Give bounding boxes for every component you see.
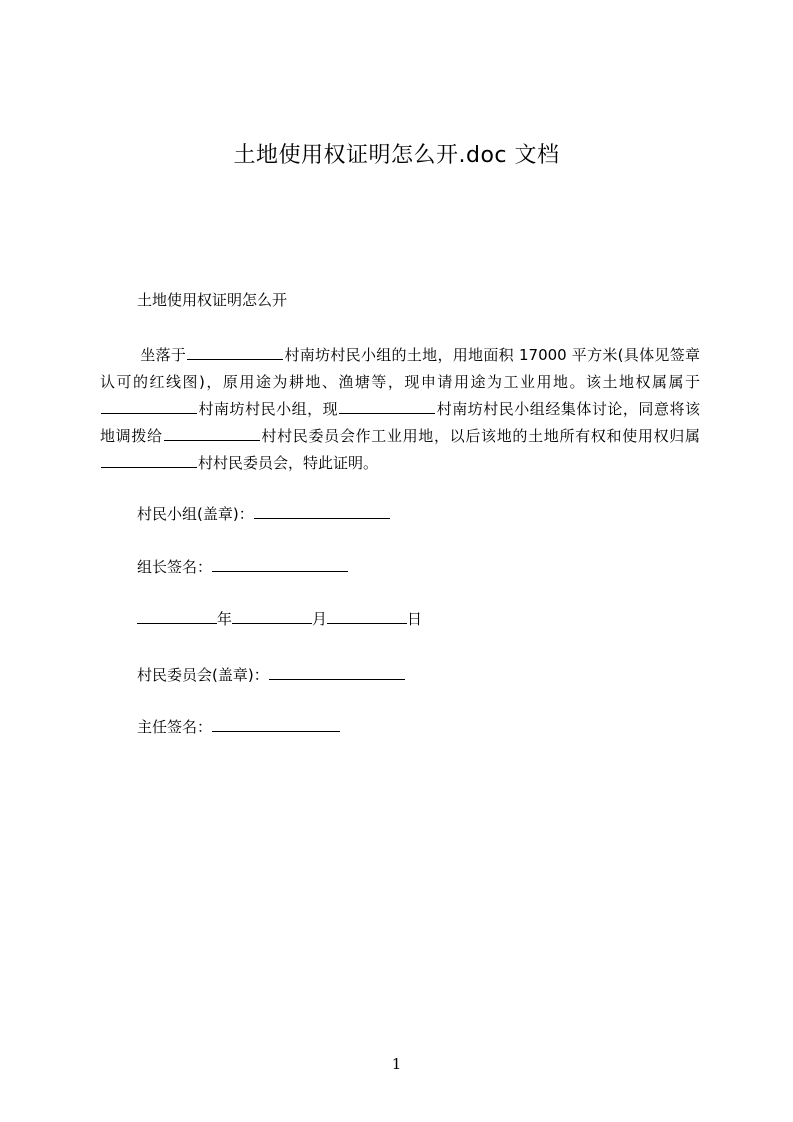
director-sign-line [137,716,340,738]
date-line [137,608,422,630]
year-label: 年 [217,610,233,628]
day-blank [327,609,407,624]
group-seal-label: 村民小组(盖章)： [137,505,254,523]
section-heading: 土地使用权证明怎么开 [137,291,288,309]
page-number: 1 [391,1055,402,1073]
paragraph-text-1: 坐落于 [140,346,187,364]
leader-sign-blank [212,557,348,572]
transfer-blank [164,426,260,441]
day-label: 日 [407,610,423,628]
committee-seal-label: 村民委员会(盖章)： [137,666,269,684]
paragraph-text-4: 村南坊村民小组经集体讨论，同意将该地调拨给 [100,400,700,445]
year-blank [137,609,217,624]
committee-seal-blank [269,665,405,680]
group-seal-blank [254,504,390,519]
committee-seal-line [137,664,405,686]
certificate-paragraph [100,342,700,477]
location-blank [187,345,283,360]
month-label: 月 [312,610,328,628]
director-sign-blank [212,717,340,732]
leader-sign-label: 组长签名： [137,558,213,576]
owner-blank [101,399,197,414]
month-blank [232,609,312,624]
director-sign-label: 主任签名： [137,718,213,736]
paragraph-text-5: 村村民委员会作工业用地，以后该地的土地所有权和使用权归属 [260,427,700,445]
group-seal-line [137,503,390,525]
current-blank [339,399,435,414]
paragraph-text-3: 村南坊村民小组，现 [198,400,339,418]
ownership-blank [101,453,197,468]
document-title: 土地使用权证明怎么开.doc 文档 [233,143,560,168]
leader-sign-line [137,556,348,578]
paragraph-text-2: 村南坊村民小组的土地，用地面积 17000 平方米(具体见签章认可的红线图)，原用途为耕地、渔塘等，现申请用途为工业用地。该土地权属属于 [100,346,700,391]
paragraph-text-6: 村村民委员会，特此证明。 [198,454,379,472]
